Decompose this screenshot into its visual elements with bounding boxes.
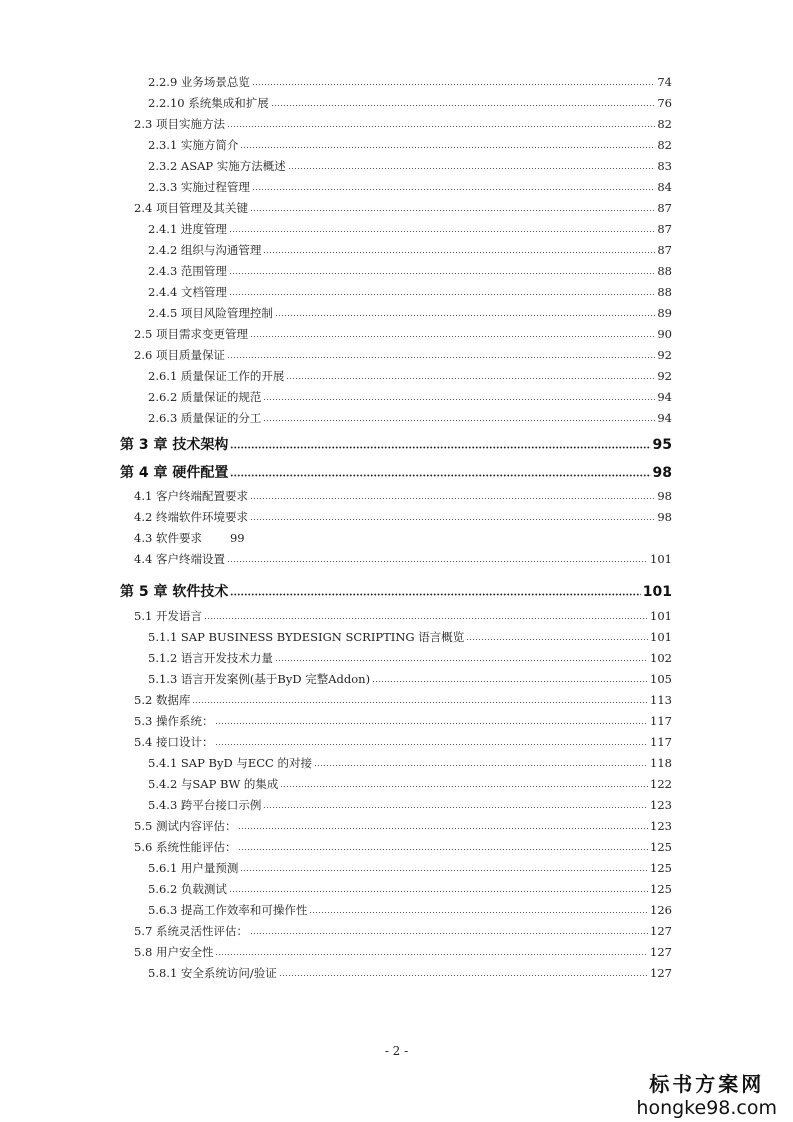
toc-entry-page: 95 [652, 437, 672, 453]
toc-dot-leader [250, 202, 655, 212]
toc-dot-leader [250, 925, 648, 935]
toc-entry[interactable] [148, 179, 672, 195]
toc-dot-leader [263, 244, 655, 254]
toc-dot-leader [229, 265, 655, 275]
toc-entry[interactable] [134, 200, 672, 216]
toc-entry-page: 105 [650, 672, 672, 686]
toc-entry-page: 125 [650, 882, 672, 896]
toc-entry-page: 101 [650, 609, 672, 623]
toc-dot-leader [466, 631, 648, 641]
toc-entry-title: 5.6.2 负载测试 [148, 882, 227, 896]
toc-dot-leader [250, 328, 655, 338]
toc-entry[interactable] [134, 326, 672, 342]
toc-chapter-entry[interactable] [120, 581, 672, 601]
toc-dot-leader [252, 76, 655, 86]
toc-dot-leader [252, 181, 655, 191]
toc-dot-leader [275, 652, 648, 662]
toc-entry-title: 2.6.3 质量保证的分工 [148, 411, 262, 425]
toc-entry-page: 90 [657, 327, 672, 341]
toc-dot-leader [279, 967, 648, 977]
toc-entry-title: 5.4.2 与SAP BW 的集成 [148, 777, 279, 791]
toc-entry-title: 2.6 项目质量保证 [134, 348, 225, 362]
toc-entry-title: 2.4.1 进度管理 [148, 222, 227, 236]
toc-entry-page: 98 [652, 465, 672, 481]
toc-entry-page: 102 [650, 651, 672, 665]
toc-entry[interactable] [148, 74, 672, 90]
toc-entry-page: 92 [657, 348, 672, 362]
toc-entry-title: 2.2.9 业务场景总览 [148, 75, 250, 89]
toc-entry-page: 87 [657, 201, 672, 215]
toc-dot-leader [280, 778, 648, 788]
toc-dot-leader [230, 463, 650, 477]
toc-entry[interactable] [134, 818, 672, 834]
toc-dot-leader [230, 435, 650, 449]
toc-entry[interactable] [148, 671, 672, 687]
toc-entry-title: 2.4.3 范围管理 [148, 264, 227, 278]
toc-entry-page: 123 [650, 819, 672, 833]
toc-entry-title: 2.6.2 质量保证的规范 [148, 390, 262, 404]
toc-entry-title: 2.5 项目需求变更管理 [134, 327, 248, 341]
toc-entry-title: 5.1 开发语言 [134, 609, 202, 623]
toc-entry-title: 2.3.1 实施方简介 [148, 138, 239, 152]
toc-entry[interactable] [134, 551, 672, 567]
toc-entry-title: 5.3 操作系统： [134, 714, 214, 728]
toc-dot-leader [229, 223, 655, 233]
toc-entry-title: 第 4 章 硬件配置 [120, 465, 229, 481]
toc-entry[interactable] [148, 776, 672, 792]
toc-entry-page: 76 [657, 96, 672, 110]
toc-entry-title: 5.7 系统灵活性评估： [134, 924, 248, 938]
toc-entry-page: 98 [657, 489, 672, 503]
toc-dot-leader [192, 694, 648, 704]
toc-entry-page: 98 [657, 510, 672, 524]
toc-dot-leader [215, 736, 648, 746]
toc-dot-leader [286, 370, 655, 380]
toc-entry-title: 5.4 接口设计： [134, 735, 214, 749]
toc-dot-leader [227, 553, 648, 563]
toc-entry-page: 74 [657, 75, 672, 89]
toc-dot-leader [309, 904, 648, 914]
toc-entry[interactable] [148, 650, 672, 666]
toc-entry-title: 5.6.3 提高工作效率和可操作性 [148, 903, 308, 917]
toc-entry-page: 127 [650, 966, 672, 980]
toc-entry-page: 82 [657, 138, 672, 152]
toc-entry-page: 101 [650, 552, 672, 566]
toc-entry[interactable] [148, 881, 672, 897]
toc-entry[interactable] [148, 305, 672, 321]
watermark-url-text: hongke98.com [636, 1097, 777, 1119]
watermark-chinese-text: 标书方案网 [649, 1072, 765, 1096]
toc-entry-page: 125 [650, 861, 672, 875]
toc-entry[interactable] [134, 530, 245, 546]
toc-entry[interactable] [148, 629, 672, 645]
toc-dot-leader [229, 883, 648, 893]
toc-entry-title: 2.3 项目实施方法 [134, 117, 225, 131]
toc-entry-title: 2.3.3 实施过程管理 [148, 180, 250, 194]
toc-dot-leader [288, 160, 656, 170]
toc-entry-page: 101 [642, 584, 672, 600]
toc-entry[interactable] [134, 608, 672, 624]
toc-entry-title: 5.6 系统性能评估： [134, 840, 237, 854]
toc-dot-leader [215, 715, 648, 725]
toc-entry[interactable] [148, 368, 672, 384]
toc-entry[interactable] [148, 755, 672, 771]
toc-entry-title: 5.8.1 安全系统访问/验证 [148, 966, 277, 980]
toc-entry[interactable] [134, 713, 672, 729]
toc-entry[interactable] [148, 389, 672, 405]
toc-entry[interactable] [134, 734, 672, 750]
toc-entry-page: 118 [650, 756, 672, 770]
toc-entry[interactable] [148, 284, 672, 300]
toc-entry[interactable] [148, 410, 672, 426]
toc-chapter-entry[interactable] [120, 434, 672, 454]
toc-entry-page: 126 [650, 903, 672, 917]
toc-entry-page: 117 [650, 735, 672, 749]
toc-entry[interactable] [148, 95, 672, 111]
toc-entry-title: 2.4.2 组织与沟通管理 [148, 243, 262, 257]
toc-entry-title: 2.4.5 项目风险管理控制 [148, 306, 273, 320]
toc-entry-title: 2.2.10 系统集成和扩展 [148, 96, 269, 110]
toc-dot-leader [230, 582, 640, 596]
toc-entry[interactable] [148, 158, 672, 174]
toc-entry-page: 88 [657, 285, 672, 299]
toc-entry-page: 122 [650, 777, 672, 791]
toc-entry[interactable] [134, 692, 672, 708]
toc-entry-page: 117 [650, 714, 672, 728]
toc-entry[interactable] [148, 797, 672, 813]
toc-entry[interactable] [134, 923, 672, 939]
toc-dot-leader [263, 391, 655, 401]
toc-entry[interactable] [148, 860, 672, 876]
toc-entry[interactable] [148, 965, 672, 981]
toc-entry-page: 92 [657, 369, 672, 383]
toc-entry-page: 94 [657, 390, 672, 404]
toc-entry-title: 5.1.1 SAP BUSINESS BYDESIGN SCRIPTING 语言概览 [148, 630, 465, 644]
watermark-logo [636, 1068, 777, 1119]
toc-dot-leader [238, 841, 648, 851]
toc-entry-title: 5.4.1 SAP ByD 与ECC 的对接 [148, 756, 312, 770]
toc-entry-page: 89 [657, 306, 672, 320]
toc-dot-leader [271, 97, 656, 107]
toc-entry[interactable] [134, 839, 672, 855]
toc-entry-page: 113 [650, 693, 672, 707]
toc-dot-leader [372, 673, 648, 683]
toc-dot-leader [263, 412, 655, 422]
toc-entry-page: 87 [657, 243, 672, 257]
toc-entry-title: 2.4.4 文档管理 [148, 285, 227, 299]
toc-entry-page: 125 [650, 840, 672, 854]
toc-entry[interactable] [134, 944, 672, 960]
toc-dot-leader [275, 307, 655, 317]
toc-entry[interactable] [148, 902, 672, 918]
toc-entry-title: 4.4 客户终端设置 [134, 552, 225, 566]
toc-entry-page: 83 [657, 159, 672, 173]
toc-entry[interactable] [148, 221, 672, 237]
toc-entry-title: 4.1 客户终端配置要求 [134, 489, 248, 503]
toc-entry-title: 4.2 终端软件环境要求 [134, 510, 248, 524]
toc-entry-title: 5.4.3 跨平台接口示例 [148, 798, 262, 812]
toc-entry-page: 123 [650, 798, 672, 812]
toc-entry-page: 88 [657, 264, 672, 278]
toc-chapter-entry[interactable] [120, 462, 672, 482]
toc-dot-leader [227, 118, 655, 128]
toc-dot-leader [263, 799, 648, 809]
toc-dot-leader [250, 490, 655, 500]
toc-entry-page: 127 [650, 924, 672, 938]
toc-dot-leader [238, 820, 648, 830]
toc-entry-page: 99 [229, 531, 245, 545]
toc-entry-title: 2.6.1 质量保证工作的开展 [148, 369, 285, 383]
toc-entry-title: 第 3 章 技术架构 [120, 437, 229, 453]
toc-entry-title: 5.5 测试内容评估： [134, 819, 237, 833]
toc-entry-title: 5.8 用户安全性 [134, 945, 214, 959]
toc-dot-leader [227, 349, 655, 359]
toc-entry-title: 5.1.2 语言开发技术力量 [148, 651, 273, 665]
toc-entry-page: 94 [657, 411, 672, 425]
toc-dot-leader [215, 946, 648, 956]
toc-entry[interactable] [134, 488, 672, 504]
toc-entry-title: 4.3 软件要求 [134, 531, 202, 545]
toc-entry-page: 127 [650, 945, 672, 959]
toc-entry[interactable] [148, 242, 672, 258]
toc-entry-title: 5.6.1 用户量预测 [148, 861, 239, 875]
toc-dot-leader [229, 286, 655, 296]
toc-entry[interactable] [148, 263, 672, 279]
toc-dot-leader [204, 610, 648, 620]
toc-entry[interactable] [134, 347, 672, 363]
toc-entry-title: 2.3.2 ASAP 实施方法概述 [148, 159, 286, 173]
toc-entry-title: 第 5 章 软件技术 [120, 584, 229, 600]
toc-entry[interactable] [148, 137, 672, 153]
toc-entry-title: 5.1.3 语言开发案例(基于ByD 完整Addon) [148, 672, 371, 686]
toc-entry-title: 2.4 项目管理及其关键 [134, 201, 248, 215]
toc-entry-page: 87 [657, 222, 672, 236]
toc-entry-page: 84 [657, 180, 672, 194]
toc-dot-leader [240, 862, 648, 872]
page-number: - 2 - [384, 1044, 409, 1058]
toc-dot-leader [240, 139, 655, 149]
toc-dot-leader [314, 757, 648, 767]
toc-entry[interactable] [134, 509, 672, 525]
toc-entry-title: 5.2 数据库 [134, 693, 191, 707]
toc-dot-leader [250, 511, 655, 521]
toc-entry-page: 101 [650, 630, 672, 644]
toc-entry[interactable] [134, 116, 672, 132]
toc-entry-page: 82 [657, 117, 672, 131]
